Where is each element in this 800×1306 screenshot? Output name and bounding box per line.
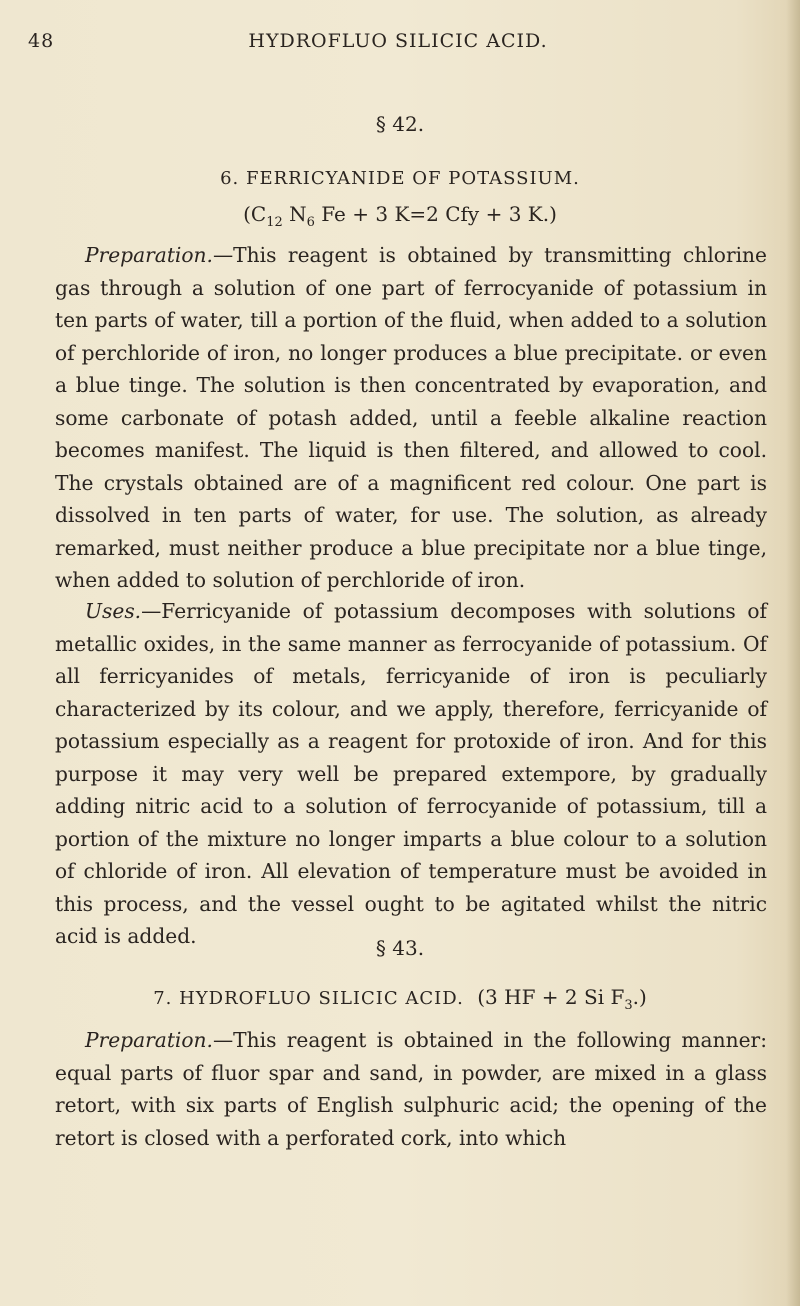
running-head: [28, 30, 788, 60]
section-42-formula: [0, 202, 800, 230]
formula-sub-6: 6: [306, 215, 315, 230]
formula-43-prefix: (3 HF + 2 Si F: [477, 985, 625, 1009]
section-43-heading: 7. HYDROFLUO SILICIC ACID.: [153, 988, 464, 1009]
section-42-uses-paragraph: [55, 595, 767, 953]
running-title: HYDROFLUO SILICIC ACID.: [248, 30, 548, 52]
formula-sub-12: 12: [266, 215, 283, 230]
formula-prefix: (C: [243, 202, 267, 226]
section-42-preparation-paragraph: [55, 239, 767, 597]
preparation-label: Preparation.: [85, 243, 213, 267]
section-43-preparation-paragraph: [55, 1024, 767, 1154]
section-42-heading: 6. FERRICYANIDE OF POTASSIUM.: [220, 168, 580, 189]
uses-label: Uses.: [85, 599, 142, 623]
section-43-heading-line: [0, 985, 800, 1013]
formula-43-suffix: .): [632, 985, 647, 1009]
uses-text: —Ferricyanide of potassium decomposes with solutions of metallic oxides, in the same manner as ferrocyanide of potassium. Of all ferricyanides of metals, ferricyanide of iron is peculiarly characterized by its colour, and we apply, therefore, ferricyanide of potassium especially as a reagent for protoxide of iron. And for this purpose it may very well be prepared extempore, by gradually adding nitric acid to a solution of ferrocyanide of potassium, till a portion of the mixture no longer imparts a blue colour to a solution of chloride of iron. All elevation of temperature must be avoided in this process, and the vessel ought to be agitated whilst the nitric acid is added.: [55, 599, 767, 948]
page-number: 48: [28, 30, 55, 52]
section-43-formula: [477, 985, 647, 1013]
section-42-mark: § 42.: [375, 112, 425, 136]
section-43-mark: § 43.: [375, 936, 425, 960]
preparation-43-label: Preparation.: [85, 1028, 213, 1052]
formula-mid: N: [282, 202, 307, 226]
page-edge-shadow: [786, 0, 800, 1306]
preparation-43-text: —This reagent is obtained in the following manner: equal parts of fluor spar and sand, in powder, are mixed in a glass retort, with six parts of English sulphuric acid; the opening of the retort is closed with a perforated cork, into which: [55, 1028, 767, 1150]
formula-43-sub: 3: [624, 998, 633, 1013]
formula-rest: Fe + 3 K=2 Cfy + 3 K.): [314, 202, 557, 226]
preparation-text: —This reagent is obtained by transmitting chlorine gas through a solution of one part of ferrocyanide of potassium in ten parts of water, till a portion of the fluid, when added to a solution of perchloride of iron, no longer produces a blue precipitate. or even a blue tinge. The solution is then concentrated by evaporation, and some carbonate of potash added, until a feeble alkaline reaction becomes manifest. The liquid is then filtered, and allowed to cool. The crystals obtained are of a magnificent red colour. One part is dissolved in ten parts of water, for use. The solution, as already remarked, must neither produce a blue precipitate nor a blue tinge, when added to solution of perchloride of iron.: [55, 243, 767, 592]
